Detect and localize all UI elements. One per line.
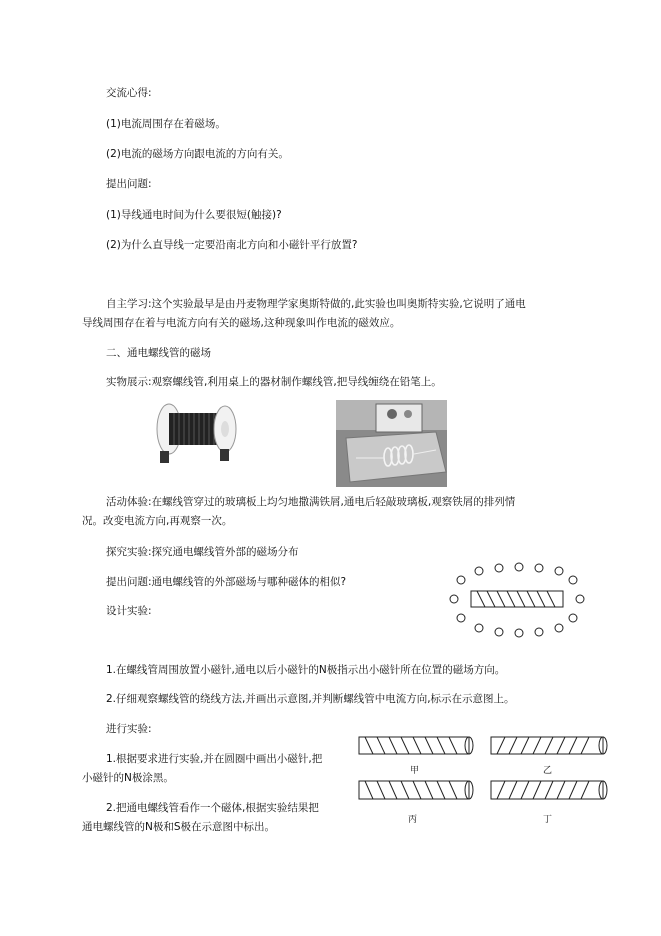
iron-filings-photo: [336, 400, 447, 487]
coil-label-ding: 丁: [543, 815, 553, 825]
coil-label-yi: 乙: [543, 766, 553, 776]
activity-line-1: 活动体验:在螺线管穿过的玻璃板上均匀地撒满铁屑,通电后轻敲玻璃板,观察铁屑的排列情: [106, 496, 516, 508]
coil-label-bing: 丙: [408, 815, 418, 825]
question-title: 提出问题:: [106, 178, 152, 190]
activity-line-2: 况。改变电流方向,再观察一次。: [82, 515, 233, 527]
exchange-title: 交流心得:: [106, 87, 152, 99]
exchange-point-1: (1)电流周围存在着磁场。: [106, 118, 226, 130]
conduct-1-line-2: 小磁针的N极涂黑。: [82, 772, 174, 784]
section-heading: 二、通电螺线管的磁场: [106, 347, 211, 359]
step-1: 1.在螺线管周围放置小磁针,通电以后小磁针的N极指示出小磁针所在位置的磁场方向。: [106, 664, 506, 676]
question-1: (1)导线通电时间为什么要很短(触接)?: [106, 209, 282, 221]
demo-text: 实物展示:观察螺线管,利用桌上的器材制作螺线管,把导线缠绕在铅笔上。: [106, 376, 442, 388]
self-study-line-1: 自主学习:这个实验最早是由丹麦物理学家奥斯特做的,此实验也叫奥斯特实验,它说明了通电: [106, 298, 526, 310]
explore-text: 探究实验:探究通电螺线管外部的磁场分布: [106, 546, 299, 558]
question-3: 提出问题:通电螺线管的外部磁场与哪种磁体的相似?: [106, 576, 347, 588]
solenoid-photo: [152, 399, 242, 467]
conduct-2-line-2: 通电螺线管的N极和S极在示意图中标出。: [82, 821, 276, 833]
solenoid-compass-diagram: [447, 562, 587, 638]
conduct-2-line-1: 2.把通电螺线管看作一个磁体,根据实验结果把: [106, 802, 319, 814]
conduct-title: 进行实验:: [106, 723, 152, 735]
conduct-1-line-1: 1.根据要求进行实验,并在圆圈中画出小磁针,把: [106, 753, 323, 765]
question-2: (2)为什么直导线一定要沿南北方向和小磁针平行放置?: [106, 239, 358, 251]
step-2: 2.仔细观察螺线管的绕线方法,并画出示意图,并判断螺线管中电流方向,标示在示意图上。: [106, 693, 515, 705]
exchange-point-2: (2)电流的磁场方向跟电流的方向有关。: [106, 148, 289, 160]
self-study-line-2: 导线周围存在着与电流方向有关的磁场,这种现象叫作电流的磁效应。: [82, 317, 401, 329]
coil-label-jia: 甲: [410, 766, 420, 776]
coil-diagram-ding: [487, 778, 613, 814]
design-title: 设计实验:: [106, 605, 152, 617]
coil-diagram-bing: [355, 778, 481, 814]
